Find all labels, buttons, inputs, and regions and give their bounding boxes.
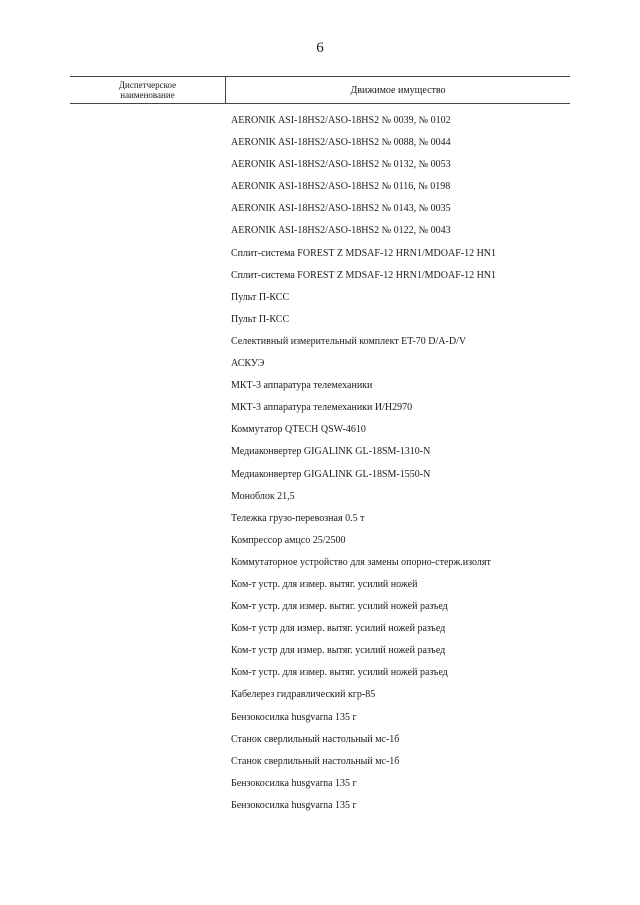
list-item: Станок сверлильный настольный мс-1б [231, 733, 400, 745]
list-item: МКТ-3 аппаратура телемеханики И/Н2970 [231, 402, 413, 414]
list-item: AERONIK ASI-18HS2/ASO-18HS2 № 0039, № 0102 [231, 115, 451, 126]
list-item: Сплит-система FOREST Z MDSAF-12 HRN1/MDOAF-12 HN1 [231, 269, 497, 281]
list-item: Бензокосилка husgvarna 135 г [231, 799, 357, 811]
table-header [70, 76, 570, 104]
header-dispatch-name-line1: Диспетчерское [118, 80, 177, 90]
list-item: Медиаконвертер GIGALINK GL-18SM-1310-N [231, 446, 431, 458]
list-item: Бензокосилка husgvarna 135 г [231, 777, 357, 789]
list-item: Тележка грузо-перевозная 0.5 т [231, 512, 365, 524]
list-item: МКТ-3 аппаратура телемеханики [231, 380, 373, 392]
list-item: Коммутатор QTECH QSW-4610 [231, 424, 366, 436]
list-item: Медиаконвертер GIGALINK GL-18SM-1550-N [231, 468, 431, 480]
list-item: Ком-т устр для измер. вытяг. усилий ножей разъед [231, 645, 446, 657]
list-item: Пульт П-КСС [231, 291, 290, 303]
list-item: AERONIK ASI-18HS2/ASO-18HS2 № 0143, № 0035 [231, 203, 451, 215]
list-item: Пульт П-КСС [231, 313, 290, 325]
header-dispatch-name [70, 77, 225, 103]
list-item: Станок сверлильный настольный мс-1б [231, 755, 400, 767]
property-list [231, 110, 571, 817]
list-item: Коммутаторное устройство для замены опорно-стерж.изолят [231, 556, 491, 568]
list-item: Сплит-система FOREST Z MDSAF-12 HRN1/MDOAF-12 HN1 [231, 247, 497, 259]
list-item: Кабелерез гидравлический кгр-85 [231, 689, 376, 701]
page-number: 6 [316, 40, 324, 56]
list-item: Бензокосилка husgvarna 135 г [231, 711, 357, 723]
list-item: AERONIK ASI-18HS2/ASO-18HS2 № 0132, № 0053 [231, 159, 451, 171]
list-item: АСКУЭ [231, 358, 265, 370]
list-item: Ком-т устр. для измер. вытяг. усилий ножей разъед [231, 667, 448, 679]
header-dispatch-name-line2: наименование [120, 90, 175, 100]
list-item: Ком-т устр для измер. вытяг. усилий ножей разъед [231, 623, 446, 635]
list-item: Ком-т устр. для измер. вытяг. усилий ножей [231, 578, 418, 590]
list-item: AERONIK ASI-18HS2/ASO-18HS2 № 0116, № 0198 [231, 181, 451, 193]
header-movable-property: Движимое имущество [350, 84, 446, 96]
list-item: Ком-т устр. для измер. вытяг. усилий ножей разъед [231, 601, 448, 613]
list-item: Моноблок 21,5 [231, 490, 295, 502]
list-item: Компрессор амцсо 25/2500 [231, 534, 346, 546]
list-item: AERONIK ASI-18HS2/ASO-18HS2 № 0122, № 0043 [231, 225, 451, 237]
list-item: Селективный измерительный комплект ET-70 D/A-D/V [231, 335, 467, 347]
list-item: AERONIK ASI-18HS2/ASO-18HS2 № 0088, № 0044 [231, 137, 451, 149]
